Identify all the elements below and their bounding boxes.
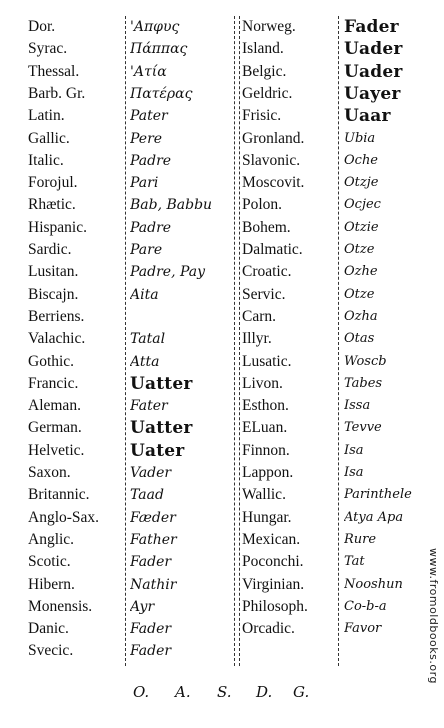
father-word: Uader: [344, 39, 403, 60]
father-word: Nooshun: [344, 576, 403, 592]
language-name: Scotic.: [28, 553, 71, 571]
father-word: Co-b-a: [344, 598, 387, 614]
father-word: Nathir: [130, 576, 177, 593]
father-word-table: [28, 16, 422, 666]
language-name: Svecic.: [28, 642, 74, 660]
language-name: Barb. Gr.: [28, 84, 86, 102]
father-word: Fater: [130, 398, 168, 415]
father-word: Favor: [344, 621, 382, 637]
table-row: [28, 618, 422, 640]
language-name: Wallic.: [242, 486, 286, 504]
language-name: Moscovit.: [242, 174, 305, 192]
father-word: Uatter: [130, 373, 193, 394]
language-name: Thessal.: [28, 62, 80, 80]
footer-letter: D.: [256, 683, 273, 701]
father-word: Ayr: [130, 598, 155, 615]
language-name: Orcadic.: [242, 620, 295, 638]
language-name: Croatic.: [242, 263, 292, 281]
table-row: [28, 640, 422, 662]
table-row: [28, 105, 422, 127]
father-word: 'Απφυς: [130, 19, 180, 35]
father-word: Aita: [130, 286, 159, 303]
language-name: Belgic.: [242, 62, 287, 80]
table-row: [28, 261, 422, 283]
language-name: Gothic.: [28, 352, 75, 370]
language-name: Island.: [242, 40, 284, 58]
language-name: Lusitan.: [28, 263, 79, 281]
language-name: Esthon.: [242, 397, 289, 415]
table-row: [28, 194, 422, 216]
father-word: Padre: [130, 152, 172, 169]
father-word: Uaar: [344, 106, 391, 127]
table-row: [28, 128, 422, 150]
language-name: Anglic.: [28, 530, 75, 548]
table-row: [28, 328, 422, 350]
father-word: Uatter: [130, 418, 193, 439]
father-word: Otze: [344, 286, 375, 302]
father-word: Ubia: [344, 130, 376, 146]
language-name: Frisic.: [242, 107, 282, 125]
table-row: [28, 462, 422, 484]
language-name: Britannic.: [28, 486, 90, 504]
table-row: [28, 284, 422, 306]
father-word: Uater: [130, 440, 185, 461]
language-name: Carn.: [242, 307, 277, 325]
father-word: Padre: [130, 219, 172, 236]
watermark: www.fromoldbooks.org: [427, 548, 440, 684]
father-word: Rure: [344, 531, 377, 547]
table-row: [28, 172, 422, 194]
language-name: Aleman.: [28, 397, 81, 415]
language-name: Philosoph.: [242, 597, 308, 615]
father-word: Pere: [130, 130, 163, 147]
father-word: 'Ατία: [130, 63, 167, 80]
father-word: Woscb: [344, 353, 387, 369]
language-name: Dalmatic.: [242, 241, 303, 258]
father-word: Πατέρας: [130, 85, 193, 102]
father-word: Fader: [344, 17, 399, 37]
father-word: Atta: [130, 353, 160, 370]
footer-letter: G.: [293, 683, 310, 701]
table-row: [28, 596, 422, 618]
language-name: Helvetic.: [28, 441, 85, 459]
table-row: [28, 551, 422, 573]
table-row: [28, 83, 422, 105]
language-name: Valachic.: [28, 330, 86, 348]
language-name: ELuan.: [242, 419, 288, 437]
language-name: Biscajn.: [28, 285, 79, 303]
footer-letter: O.: [133, 683, 150, 701]
father-word: Oche: [344, 152, 379, 168]
father-word: Issa: [344, 398, 371, 414]
language-name: Rhætic.: [28, 196, 76, 214]
table-row: [28, 484, 422, 506]
language-name: Forojul.: [28, 174, 78, 192]
table-row: [28, 417, 422, 439]
language-name: Saxon.: [28, 464, 71, 481]
language-name: Illyr.: [242, 330, 272, 348]
table-row: [28, 239, 422, 261]
language-name: Hungar.: [242, 508, 292, 526]
father-word: Ozha: [344, 308, 378, 324]
father-word: Tat: [344, 554, 365, 570]
footer-letter: S.: [217, 683, 232, 701]
father-word: Pari: [130, 175, 159, 192]
table-row: [28, 306, 422, 328]
table-row: [28, 529, 422, 551]
table-row: [28, 217, 422, 239]
language-name: Bohem.: [242, 218, 291, 236]
table-row: [28, 395, 422, 417]
father-word: Vader: [130, 465, 172, 481]
language-name: Dor.: [28, 18, 56, 35]
father-word: Fader: [130, 643, 172, 660]
table-row: [28, 38, 422, 60]
father-word: Fader: [130, 621, 172, 638]
language-name: Sardic.: [28, 241, 72, 258]
language-name: Danic.: [28, 620, 69, 638]
father-word: Otzie: [344, 219, 379, 235]
father-word: Tabes: [344, 375, 383, 391]
father-word: Uader: [344, 61, 403, 82]
language-name: Latin.: [28, 107, 65, 125]
language-name: Slavonic.: [242, 151, 301, 169]
father-word: Fæder: [130, 509, 176, 526]
language-name: Lusatic.: [242, 352, 292, 370]
father-word: Pare: [130, 242, 163, 258]
father-word: Padre, Pay: [130, 264, 206, 281]
father-word: Parinthele: [344, 487, 412, 503]
language-name: Hispanic.: [28, 218, 87, 236]
father-word: Otzje: [344, 175, 379, 191]
father-word: Ozhe: [344, 264, 378, 280]
table-row: [28, 61, 422, 83]
language-name: Anglo-Sax.: [28, 508, 100, 526]
language-name: Hibern.: [28, 575, 75, 593]
language-name: Poconchi.: [242, 553, 304, 571]
father-word: Tatal: [130, 331, 166, 348]
father-word: Father: [130, 531, 177, 548]
father-word: Fader: [130, 554, 172, 571]
father-word: Ocjec: [344, 197, 381, 213]
language-name: Gronland.: [242, 129, 305, 147]
language-name: Monensis.: [28, 597, 93, 615]
language-name: Norweg.: [242, 18, 296, 35]
language-name: Virginian.: [242, 575, 305, 593]
father-word: Otas: [344, 331, 375, 347]
table-row: [28, 150, 422, 172]
language-name: German.: [28, 419, 82, 437]
table-row: [28, 351, 422, 373]
father-word: Tevve: [344, 420, 382, 436]
father-word: Atya Apa: [344, 509, 404, 525]
language-name: Francic.: [28, 374, 79, 392]
father-word: Otze: [344, 242, 375, 257]
table-row: [28, 440, 422, 462]
father-word: Isa: [344, 442, 364, 458]
language-name: Gallic.: [28, 129, 70, 147]
table-row: [28, 574, 422, 596]
father-word: Pater: [130, 108, 168, 125]
father-word: Taad: [130, 487, 164, 504]
language-name: Mexican.: [242, 530, 301, 548]
language-name: Geldric.: [242, 84, 293, 102]
language-name: Servic.: [242, 285, 286, 303]
father-word: Πάππας: [130, 41, 188, 58]
language-name: Berriens.: [28, 307, 85, 325]
language-name: Finnon.: [242, 441, 290, 459]
father-word: Uayer: [344, 83, 401, 104]
table-row: [28, 16, 422, 38]
language-name: Livon.: [242, 374, 283, 392]
language-name: Italic.: [28, 151, 64, 169]
table-row: [28, 507, 422, 529]
footer-letter: A.: [175, 683, 191, 701]
father-word: Bab, Babbu: [130, 197, 213, 214]
table-row: [28, 373, 422, 395]
father-word: Isa: [344, 465, 364, 480]
language-name: Polon.: [242, 196, 283, 214]
language-name: Lappon.: [242, 464, 294, 481]
language-name: Syrac.: [28, 40, 68, 58]
